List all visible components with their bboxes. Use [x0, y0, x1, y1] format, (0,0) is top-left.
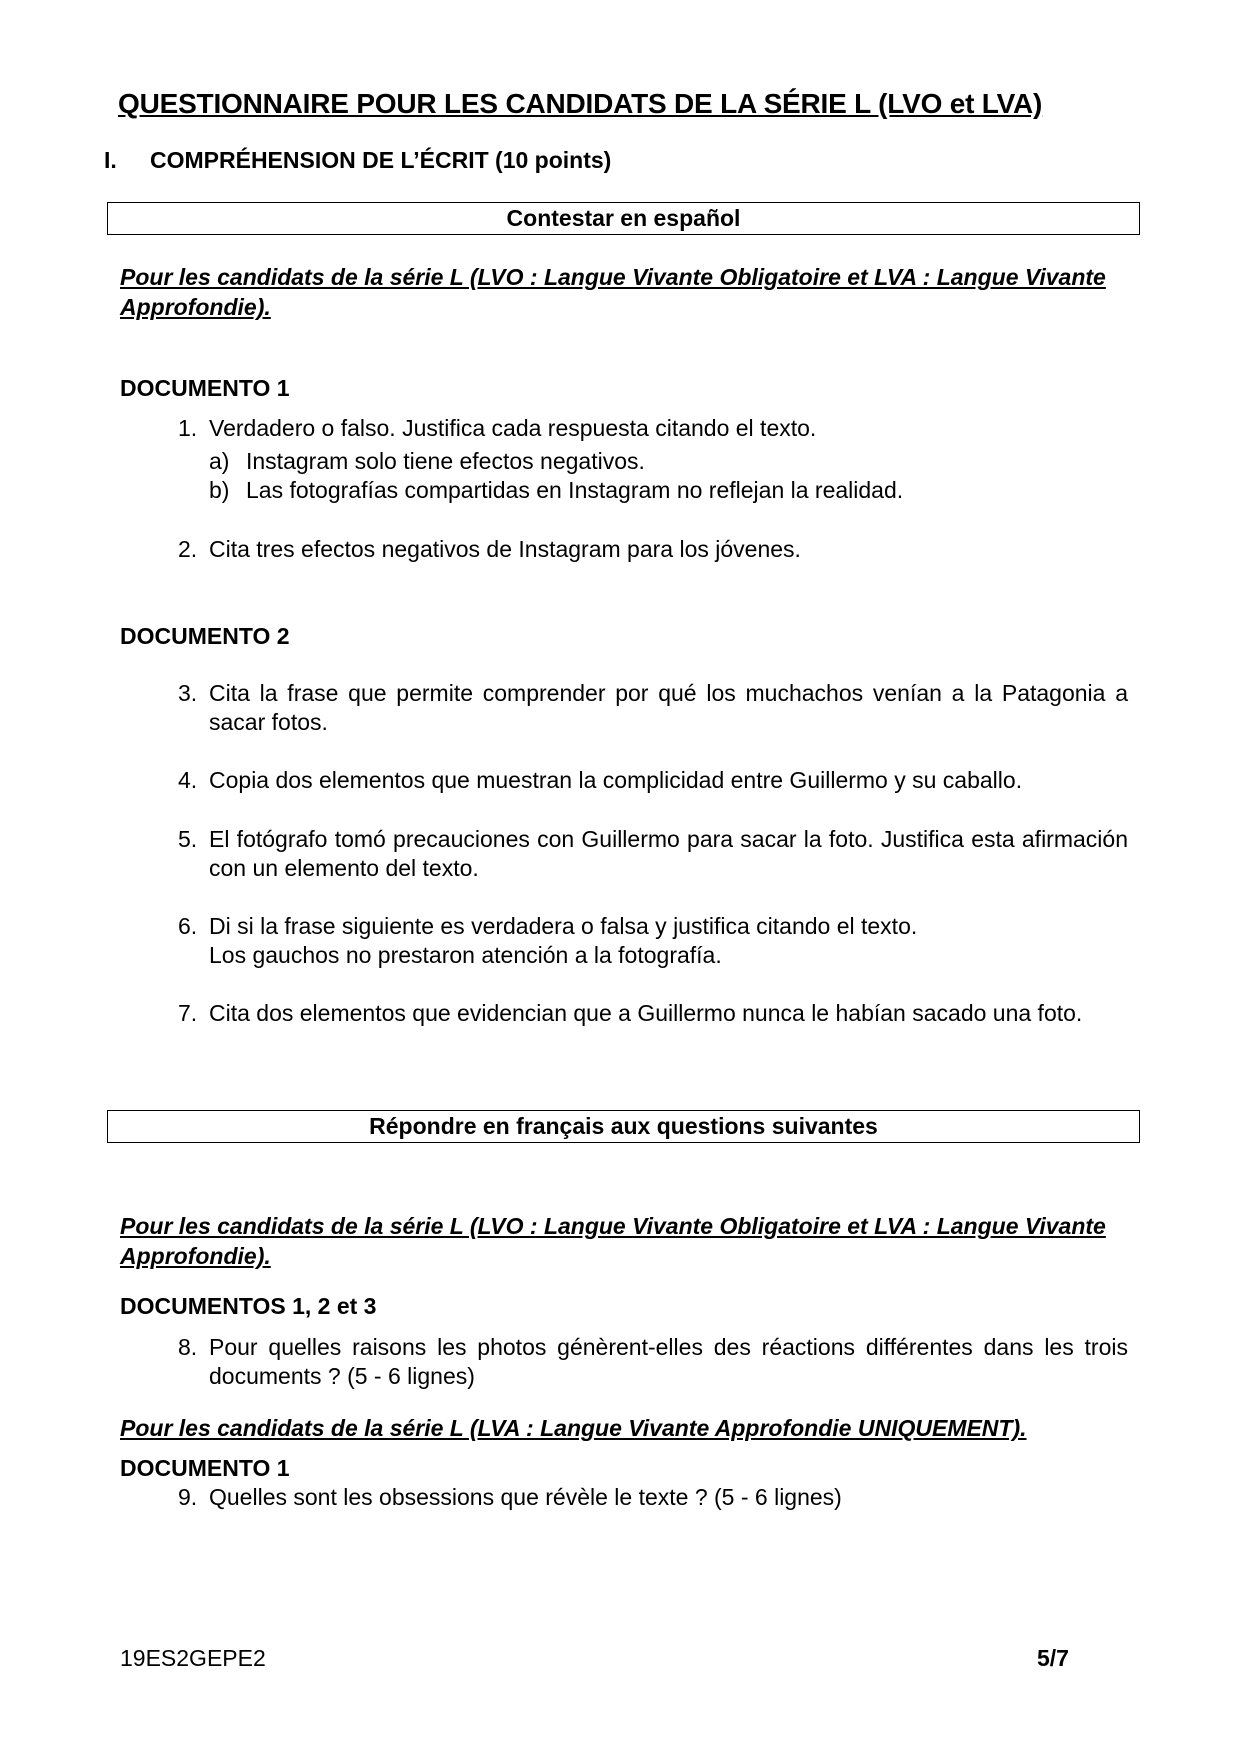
question-text: Quelles sont les obsessions que révèle le texte ? (5 - 6 lignes)	[209, 1484, 842, 1510]
question-5	[178, 825, 1128, 883]
question-9	[178, 1483, 1128, 1512]
question-number: 1.	[178, 415, 198, 441]
documento-1b-heading: DOCUMENTO 1	[120, 1455, 290, 1481]
question-statement: Los gauchos no prestaron atención a la fotografía.	[209, 942, 722, 968]
question-number: 3.	[178, 680, 198, 706]
documentos-123-heading: DOCUMENTOS 1, 2 et 3	[120, 1293, 377, 1319]
question-number: 9.	[178, 1484, 198, 1510]
candidates-note-3: Pour les candidats de la série L (LVA : Langue Vivante Approfondie UNIQUEMENT).	[120, 1415, 1027, 1441]
page-number: 5/7	[1037, 1645, 1069, 1671]
question-6	[178, 912, 1128, 970]
section-title: COMPRÉHENSION DE L’ÉCRIT (10 points)	[150, 147, 612, 173]
question-4	[178, 766, 1128, 795]
question-text: El fotógrafo tomó precauciones con Guillermo para sacar la foto. Justifica esta afirmación con un elemento del texto.	[209, 826, 1128, 881]
candidates-note-1: Pour les candidats de la série L (LVO : Langue Vivante Obligatoire et LVA : Langue Vivante Approfondie).	[120, 264, 1106, 320]
option-text: Las fotografías compartidas en Instagram no reflejan la realidad.	[246, 477, 904, 503]
question-number: 5.	[178, 826, 198, 852]
question-text: Copia dos elementos que muestran la complicidad entre Guillermo y su caballo.	[209, 767, 1023, 793]
candidates-note-2: Pour les candidats de la série L (LVO : Langue Vivante Obligatoire et LVA : Langue Vivante Approfondie).	[120, 1213, 1106, 1269]
documento-2-heading: DOCUMENTO 2	[120, 623, 290, 649]
question-text: Pour quelles raisons les photos génèrent-elles des réactions différentes dans les trois documents ? (5 - 6 lignes)	[209, 1334, 1128, 1389]
footer-code: 19ES2GEPE2	[120, 1645, 266, 1671]
question-1	[178, 414, 1128, 443]
question-text: Cita dos elementos que evidencian que a Guillermo nunca le habían sacado una foto.	[209, 1000, 1083, 1026]
question-1-option-b	[209, 477, 903, 504]
option-label: b)	[209, 477, 230, 503]
question-8	[178, 1333, 1128, 1391]
option-label: a)	[209, 448, 230, 474]
question-number: 7.	[178, 1000, 198, 1026]
instruction-box-french: Répondre en français aux questions suivantes	[107, 1110, 1140, 1143]
question-text: Verdadero o falso. Justifica cada respuesta citando el texto.	[209, 415, 817, 441]
question-7	[178, 999, 1128, 1028]
documento-1-heading: DOCUMENTO 1	[120, 375, 290, 401]
question-text: Cita tres efectos negativos de Instagram para los jóvenes.	[209, 536, 801, 562]
question-1-option-a	[209, 448, 645, 475]
question-number: 6.	[178, 913, 198, 939]
question-text: Di si la frase siguiente es verdadera o falsa y justifica citando el texto.	[209, 913, 918, 939]
section-number: I.	[104, 147, 117, 173]
option-text: Instagram solo tiene efectos negativos.	[246, 448, 645, 474]
question-2	[178, 535, 1128, 564]
page-title: QUESTIONNAIRE POUR LES CANDIDATS DE LA SÉRIE L (LVO et LVA)	[118, 88, 1043, 119]
question-3	[178, 679, 1128, 737]
question-number: 8.	[178, 1334, 198, 1360]
question-text: Cita la frase que permite comprender por qué los muchachos venían a la Patagonia a sacar fotos.	[209, 680, 1128, 735]
instruction-box-spanish: Contestar en español	[107, 202, 1140, 235]
question-number: 2.	[178, 536, 198, 562]
question-number: 4.	[178, 767, 198, 793]
